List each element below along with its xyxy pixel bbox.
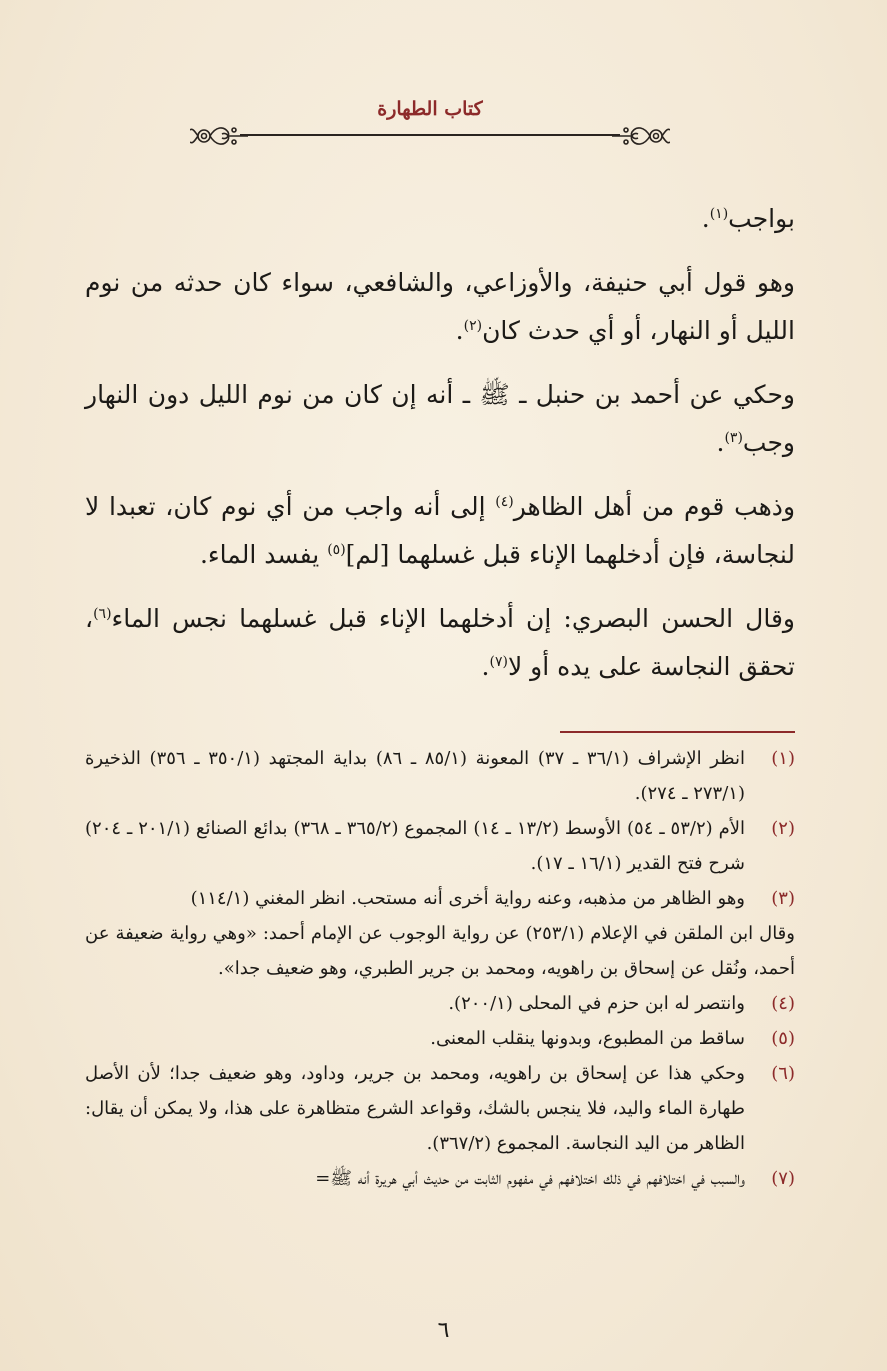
footnote-text: وانتصر له ابن حزم في المحلى (٢٠٠/١). bbox=[448, 993, 745, 1014]
paragraph-text: . bbox=[481, 652, 490, 681]
footnote bbox=[85, 811, 795, 881]
header-rule bbox=[240, 134, 620, 136]
paragraph-text: وذهب قوم من أهل الظاهر bbox=[513, 492, 796, 521]
footnote-mark[interactable]: (٧) bbox=[489, 654, 508, 670]
chapter-title: كتاب الطهارة bbox=[377, 98, 483, 120]
footnote-continuation bbox=[85, 916, 795, 986]
main-text bbox=[85, 195, 795, 707]
running-header bbox=[190, 98, 670, 158]
footnote bbox=[85, 1021, 795, 1056]
footnote-text: وهو الظاهر من مذهبه، وعنه رواية أخرى أنه مستحب. انظر المغني (١١٤/١) bbox=[190, 888, 745, 909]
footnote-mark[interactable]: (٢) bbox=[463, 318, 483, 334]
paragraph bbox=[85, 595, 795, 691]
footnote-mark[interactable]: (٤) bbox=[495, 494, 514, 510]
footnote-number: (٥) bbox=[771, 1028, 795, 1049]
footnote-mark[interactable]: (٦) bbox=[93, 606, 112, 622]
paragraph-text: بواجب bbox=[728, 204, 795, 233]
footnote-mark[interactable]: (٣) bbox=[724, 430, 743, 446]
paragraph bbox=[85, 483, 795, 579]
paragraph-text: وهو قول أبي حنيفة، والأوزاعي، والشافعي، سواء كان حدثه من نوم الليل أو النهار، أو أي حدث كان bbox=[85, 268, 795, 345]
paragraph-tail: . bbox=[701, 204, 710, 233]
paragraph-text: ، تحقق النجاسة على يده أو لا bbox=[85, 604, 795, 681]
footnote-number: (١) bbox=[771, 748, 795, 769]
footnote-text: والسبب في اختلافهم في ذلك اختلافهم في مفهوم الثابت من حديث أبي هريرة أنه ﷺ= bbox=[315, 1168, 745, 1189]
paragraph-text: يفسد الماء. bbox=[199, 540, 328, 569]
footnote-text: ساقط من المطبوع، وبدونها ينقلب المعنى. bbox=[430, 1028, 745, 1049]
paragraph-tail: . bbox=[455, 316, 464, 345]
footnote-number: (٢) bbox=[771, 818, 795, 839]
footnote-divider bbox=[560, 731, 795, 733]
ornament-left-icon bbox=[190, 118, 248, 154]
footnote-number: (٧) bbox=[771, 1168, 795, 1189]
footnote bbox=[85, 1056, 795, 1161]
paragraph-text: وقال الحسن البصري: إن أدخلهما الإناء قبل غسلهما نجس الماء bbox=[111, 604, 795, 633]
ornament-right-icon bbox=[612, 118, 670, 154]
footnote-text: وحكي هذا عن إسحاق بن راهويه، ومحمد بن جرير، وداود، وهو ضعيف جدا؛ لأن الأصل طهارة الماء واليد، فلا ينجس بالشك، وقواعد الشرع متظاهرة على هذا، ولا يمكن أن يقال: الظاهر من اليد النجاسة. المجموع (٣٦٧/٢). bbox=[85, 1063, 745, 1154]
paragraph bbox=[85, 259, 795, 355]
paragraph bbox=[85, 195, 795, 243]
footnote-number: (٤) bbox=[771, 993, 795, 1014]
footnote-number: (٣) bbox=[771, 888, 795, 909]
footnote-text: الأم (٥٣/٢ ـ ٥٤) الأوسط (١٣/٢ ـ ١٤) المجموع (٣٦٥/٢ ـ ٣٦٨) بدائع الصنائع (٢٠١/١ ـ ٢٠٤) شرح فتح القدير (١٦/١ ـ ١٧). bbox=[85, 818, 746, 874]
page-number: ٦ bbox=[437, 1318, 450, 1343]
footnotes bbox=[85, 741, 795, 1196]
footnote-text: وقال ابن الملقن في الإعلام (٢٥٣/١) عن رواية الوجوب عن الإمام أحمد: «وهي رواية ضعيفة عن أحمد، ونُقل عن إسحاق بن راهويه، ومحمد بن جرير الطبري، وهو ضعيف جدا». bbox=[85, 923, 795, 979]
paragraph-text: إلى أنه واجب من أي نوم كان، تعبدا لا لنجاسة، فإن أدخلهما الإناء قبل غسلهما [لم] bbox=[85, 492, 795, 569]
footnote bbox=[85, 741, 795, 811]
footnote bbox=[85, 986, 795, 1021]
footnote-mark[interactable]: (١) bbox=[709, 206, 729, 222]
paragraph-tail: . bbox=[716, 428, 725, 457]
footnote bbox=[85, 1161, 795, 1196]
paragraph-text: وحكي عن أحمد بن حنبل ـ ﷺ ـ أنه إن كان من نوم الليل دون النهار وجب bbox=[85, 380, 795, 457]
footnote-number: (٦) bbox=[771, 1063, 795, 1084]
footnote-text: انظر الإشراف (٣٦/١ ـ ٣٧) المعونة (٨٥/١ ـ ٨٦) بداية المجتهد (٣٥٠/١ ـ ٣٥٦) الذخيرة (٢٧٣/١ ـ ٢٧٤). bbox=[85, 748, 745, 804]
footnote-mark[interactable]: (٥) bbox=[327, 542, 346, 558]
paragraph bbox=[85, 371, 795, 467]
footnote bbox=[85, 881, 795, 916]
